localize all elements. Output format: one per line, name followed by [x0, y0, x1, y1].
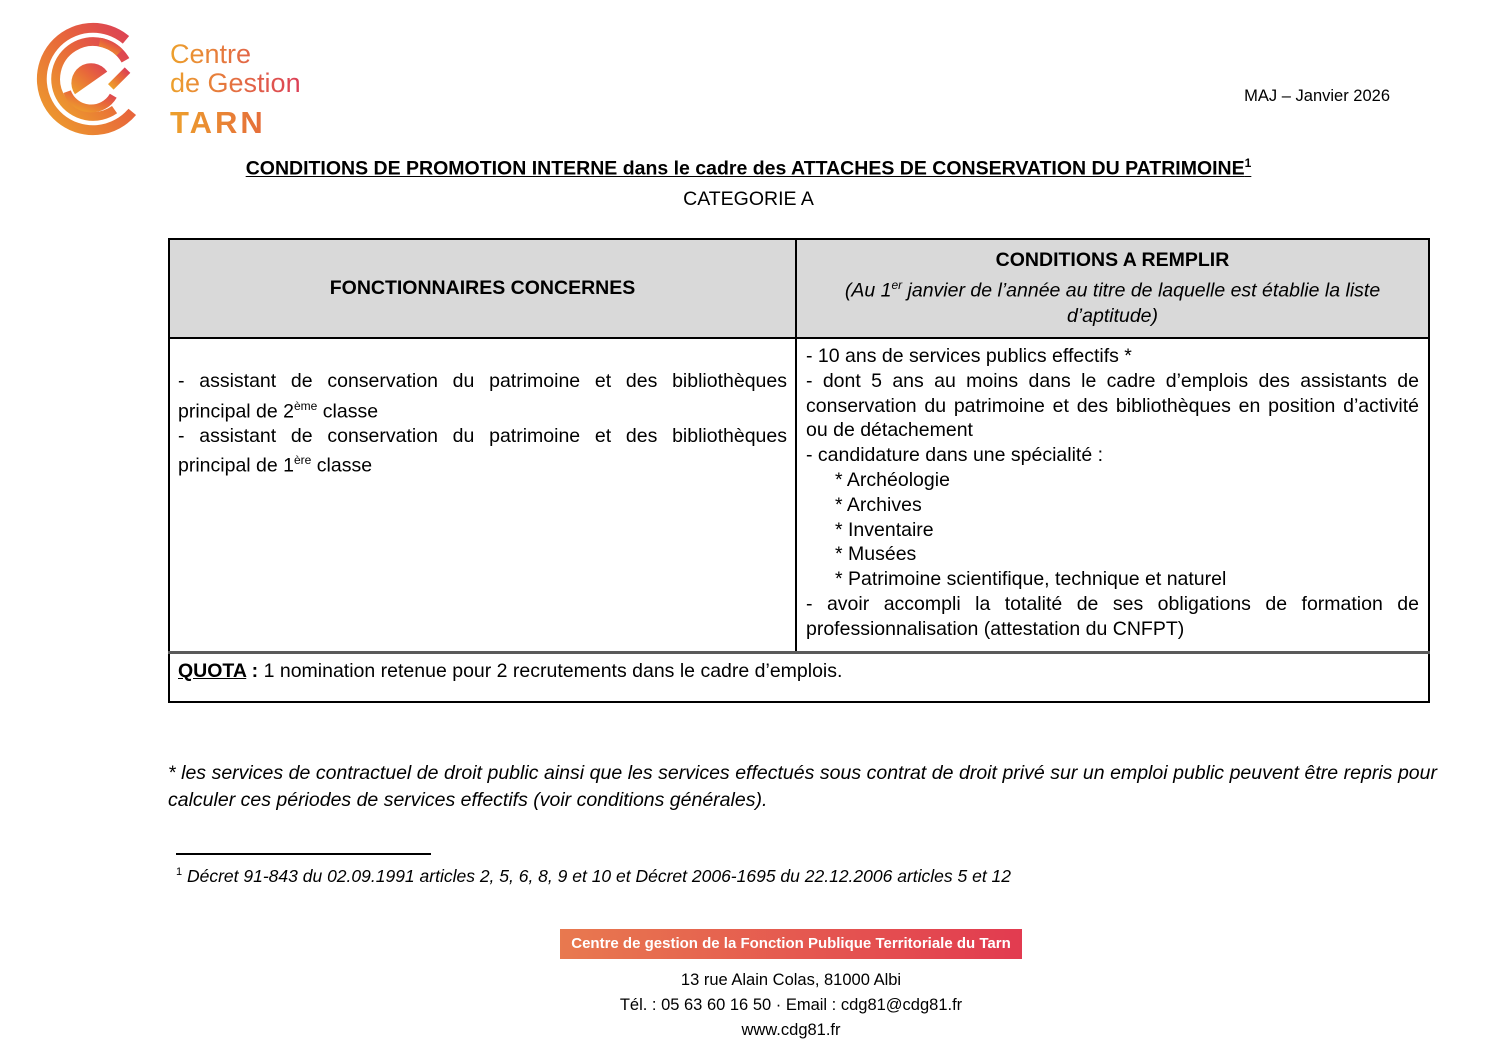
- table-quota-row: [169, 652, 1429, 702]
- footer-banner: Centre de gestion de la Fonction Publique Territoriale du Tarn: [560, 929, 1022, 959]
- header-conditions-subtext-post: janvier de l’année au titre de laquelle est établie la liste d’aptitude): [902, 279, 1381, 327]
- logo-text-de-gestion: de Gestion: [170, 68, 301, 98]
- table-body-row: [169, 338, 1429, 652]
- footnote-separator: [176, 853, 431, 855]
- condition-specialty-item: * Musées: [835, 543, 917, 566]
- fonctionnaire-item: [178, 369, 787, 424]
- fonctionnaires-cell: [169, 338, 796, 652]
- header-conditions-subtext: [797, 273, 1428, 329]
- fonctionnaire-item-ordinal: ère: [294, 453, 312, 468]
- fonctionnaire-item: [178, 424, 787, 479]
- quota-colon: :: [246, 659, 264, 682]
- footnote: [176, 866, 1011, 887]
- promotion-conditions-table: [168, 238, 1430, 703]
- document-title: [0, 156, 1497, 181]
- footer-contact-line: Tél. : 05 63 60 16 50 · Email : cdg81@cdg81.fr: [619, 996, 963, 1014]
- quota-cell: [169, 652, 1429, 702]
- document-title-text: CONDITIONS DE PROMOTION INTERNE dans le cadre des ATTACHES DE CONSERVATION DU PATRIMOINE: [245, 157, 1245, 180]
- cdg-tarn-logo: [34, 14, 301, 142]
- footer-website: www.cdg81.fr: [741, 1021, 841, 1039]
- header-conditions-label: CONDITIONS A REMPLIR: [995, 249, 1230, 272]
- condition-item: - dont 5 ans au moins dans le cadre d’emplois des assistants de conservation du patrimoine et des bibliothèques en position d’activité ou de détachement: [806, 369, 1419, 442]
- logo-wordmark: [170, 14, 301, 140]
- fonctionnaire-item-text: classe: [317, 400, 379, 423]
- fonctionnaire-item-ordinal: ème: [294, 398, 318, 413]
- fonctionnaire-item-text: - assistant de conservation du patrimoine et des bibliothèques principal de 2: [178, 370, 787, 423]
- fonctionnaire-item-text: - assistant de conservation du patrimoine et des bibliothèques principal de 1: [178, 424, 787, 477]
- asterisk-note: * les services de contractuel de droit public ainsi que les services effectués sous contrat de droit privé sur un emploi public peuvent être repris pour calculer ces périodes de services effectifs (voir conditions générales).: [168, 762, 1437, 811]
- footnote-ref-number: 1: [176, 866, 183, 879]
- condition-specialty-item: * Patrimoine scientifique, technique et naturel: [835, 568, 1227, 591]
- conditions-cell: [796, 338, 1429, 652]
- header-conditions-subtext-pre: (Au 1: [844, 279, 892, 302]
- header-conditions: [796, 239, 1429, 338]
- quota-label: QUOTA: [178, 659, 247, 682]
- header-conditions-subtext-sup: er: [891, 278, 903, 293]
- logo-text-tarn: TARN: [170, 106, 301, 140]
- condition-item: - candidature dans une spécialité :: [806, 444, 1104, 467]
- condition-item: - 10 ans de services publics effectifs *: [806, 345, 1132, 367]
- condition-specialty-item: * Inventaire: [835, 518, 934, 541]
- quota-text: 1 nomination retenue pour 2 recrutements dans le cadre d’emplois.: [263, 659, 843, 682]
- footer-address-block: [441, 968, 1141, 1043]
- cdg-tarn-logo-icon: [34, 14, 162, 142]
- footnote-text: Décret 91-843 du 02.09.1991 articles 2, 5, 6, 8, 9 et 10 et Décret 2006-1695 du 22.12.2006 articles 5 et 12: [182, 866, 1012, 886]
- header-fonctionnaires: [169, 239, 796, 338]
- document-title-footnote-ref: 1: [1244, 156, 1252, 170]
- header-fonctionnaires-label: FONCTIONNAIRES CONCERNES: [329, 277, 636, 299]
- document-subtitle: CATEGORIE A: [683, 187, 814, 210]
- maj-date: MAJ – Janvier 2026: [1244, 87, 1390, 105]
- condition-specialty-item: * Archéologie: [835, 468, 950, 491]
- logo-text-centre: Centre: [170, 40, 301, 69]
- fonctionnaire-item-text: classe: [311, 454, 373, 477]
- condition-specialty-item: * Archives: [835, 493, 922, 516]
- footer-street-address: 13 rue Alain Colas, 81000 Albi: [680, 971, 902, 989]
- table-header-row: [169, 239, 1429, 338]
- title-block: [0, 156, 1497, 211]
- condition-item: - avoir accompli la totalité de ses obligations de formation de professionnalisation (attestation du CNFPT): [806, 592, 1419, 640]
